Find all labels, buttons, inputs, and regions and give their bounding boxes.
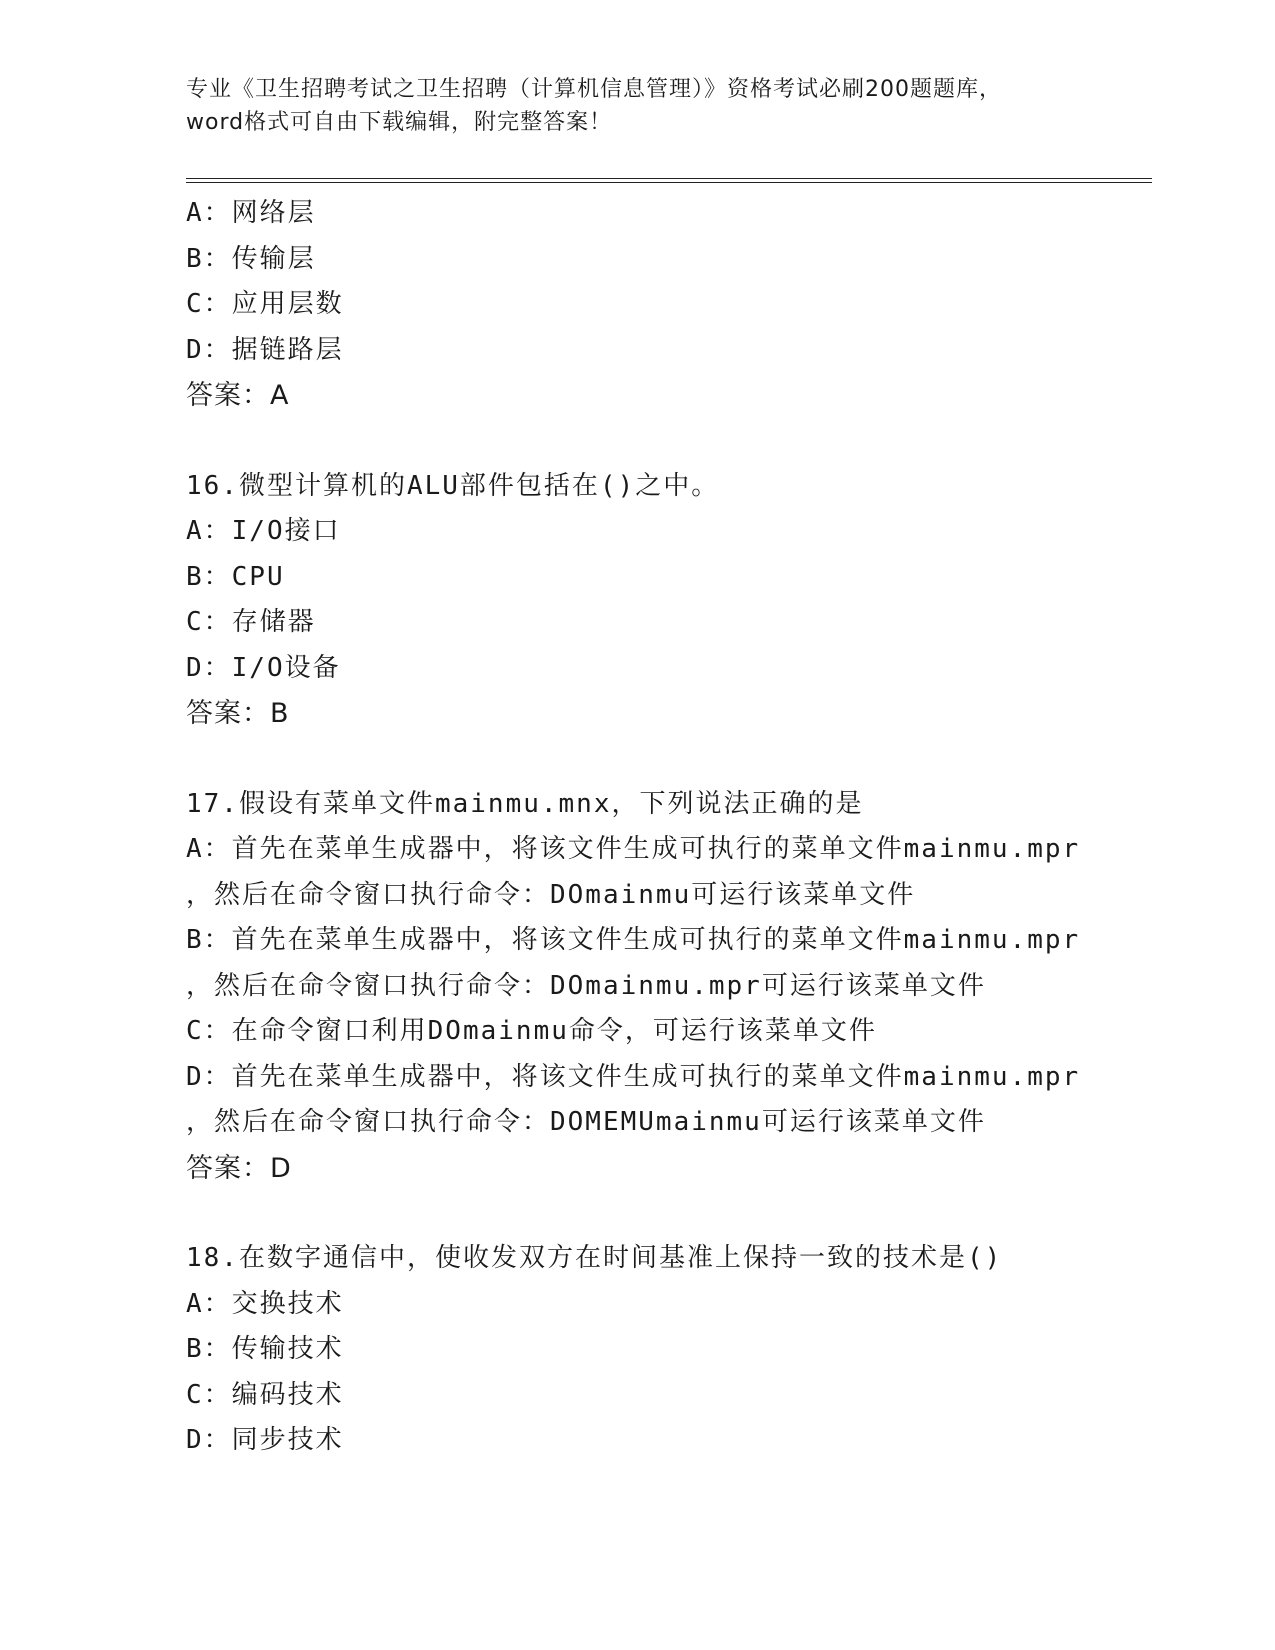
option-d-continued: ，然后在命令窗口执行命令：DOMEMUmainmu可运行该菜单文件 [186,1107,986,1137]
option-c: C：存储器 [186,607,316,637]
spacer [186,419,1146,464]
option-a: A：I/O接口 [186,516,341,546]
spacer [186,1191,1146,1236]
answer-label: 答案：A [186,380,290,411]
question-stem: 18.在数字通信中，使收发双方在时间基准上保持一致的技术是() [186,1243,1003,1273]
option-a: A：交换技术 [186,1288,344,1319]
option-b: B：首先在菜单生成器中，将该文件生成可执行的菜单文件mainmu.mpr [186,925,1081,955]
option-a: A：网络层 [186,198,316,228]
option-d: D：首先在菜单生成器中，将该文件生成可执行的菜单文件mainmu.mpr [186,1061,1081,1092]
question-17 [186,782,1146,1192]
question-15-tail [186,191,1146,419]
question-stem: 17.假设有菜单文件mainmu.mnx，下列说法正确的是 [186,788,864,819]
answer-label: 答案：D [186,1152,292,1184]
question-18 [186,1236,1146,1464]
option-c: C：编码技术 [186,1379,344,1410]
option-a-continued: ，然后在命令窗口执行命令：DOmainmu可运行该菜单文件 [186,879,916,910]
option-b: B：传输技术 [186,1334,344,1364]
option-b: B：CPU [186,561,285,592]
option-d: D：据链路层 [186,334,344,365]
option-c: C：应用层数 [186,289,344,319]
question-list [186,191,1146,1464]
spacer [186,737,1146,782]
document-header [186,73,1086,139]
header-title-line-1: 专业《卫生招聘考试之卫生招聘（计算机信息管理）》资格考试必刷200题题库， [186,77,1002,102]
option-a: A：首先在菜单生成器中，将该文件生成可执行的菜单文件mainmu.mpr [186,834,1081,864]
header-divider-bottom [186,182,1152,183]
answer-label: 答案：B [186,698,290,729]
option-c: C：在命令窗口利用DOmainmu命令，可运行该菜单文件 [186,1016,877,1046]
option-d: D：同步技术 [186,1425,344,1455]
header-title-line-2: word格式可自由下载编辑，附完整答案！ [186,110,613,135]
header-divider-top [186,178,1152,179]
question-stem: 16.微型计算机的ALU部件包括在()之中。 [186,470,720,501]
option-b-continued: ，然后在命令窗口执行命令：DOmainmu.mpr可运行该菜单文件 [186,970,986,1001]
question-16 [186,464,1146,737]
option-d: D：I/O设备 [186,652,341,683]
option-b: B：传输层 [186,243,316,274]
